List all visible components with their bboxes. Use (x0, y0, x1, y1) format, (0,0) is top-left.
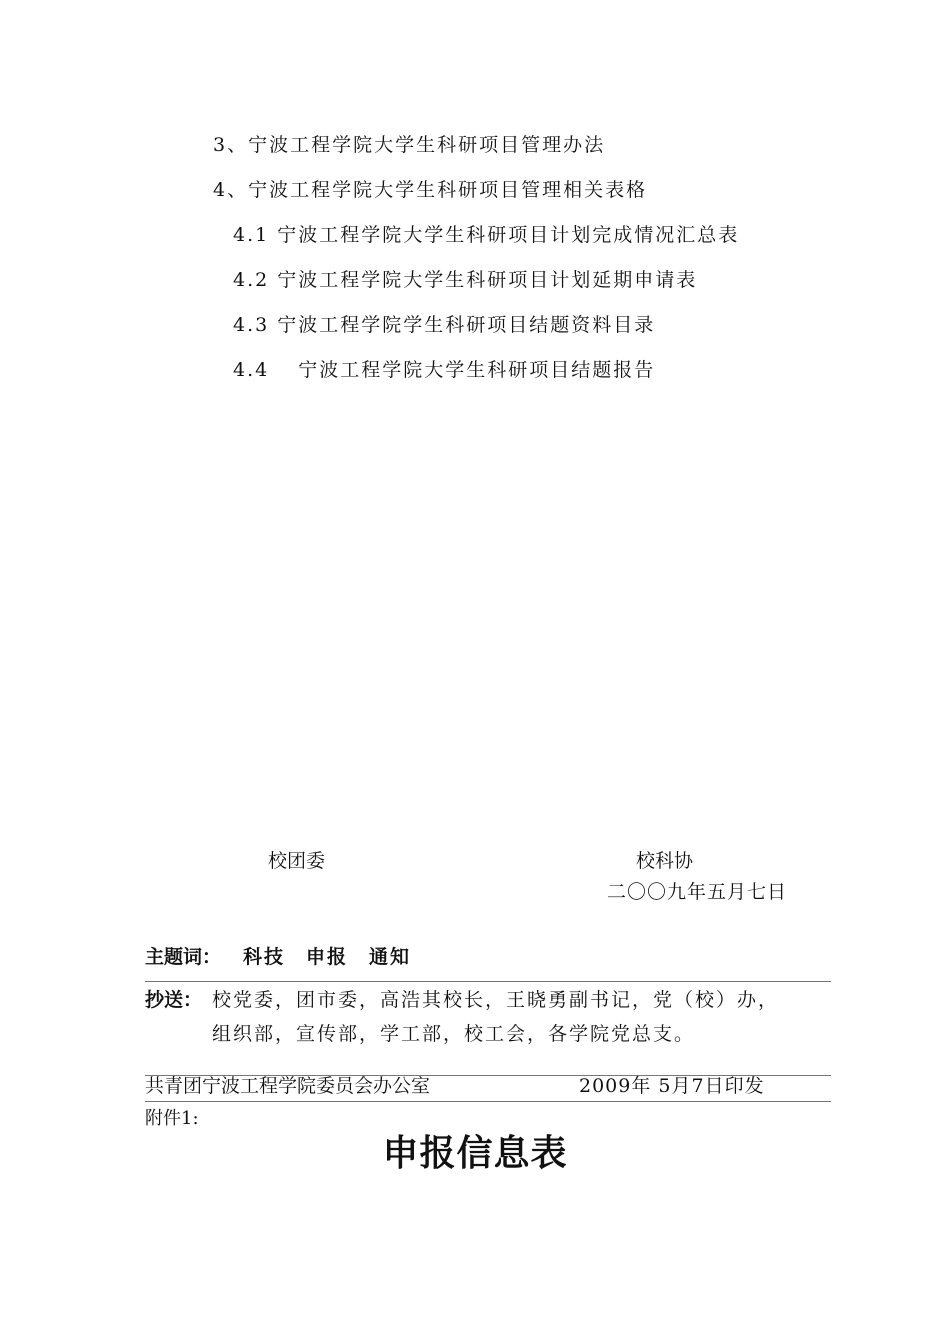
divider (145, 1101, 831, 1102)
form-title: 申报信息表 (382, 1133, 568, 1174)
signature-date: 二〇〇九年五月七日 (607, 881, 788, 903)
list-item: 3、宁波工程学院大学生科研项目管理办法 (213, 134, 606, 156)
list-item: 4.4 宁波工程学院大学生科研项目结题报告 (233, 359, 656, 381)
attachment-label: 附件1: (145, 1108, 199, 1129)
keywords-value: 科技 申报 通知 (243, 946, 412, 968)
cc-line-2: 组织部，宣传部，学工部，校工会，各学院党总支。 (212, 1023, 696, 1045)
keywords-line (145, 942, 411, 969)
list-item: 4、宁波工程学院大学生科研项目管理相关表格 (213, 179, 648, 201)
signature-left: 校团委 (268, 850, 326, 872)
issue-date: 2009年 5月7日印发 (579, 1075, 765, 1097)
divider (145, 981, 831, 982)
list-item: 4.2 宁波工程学院大学生科研项目计划延期申请表 (233, 269, 698, 291)
cc-label: 抄送： (145, 989, 203, 1011)
keywords-label: 主题词： (145, 946, 222, 968)
list-item: 4.3 宁波工程学院学生科研项目结题资料目录 (233, 314, 656, 336)
signature-right: 校科协 (636, 850, 694, 872)
issuer-office: 共青团宁波工程学院委员会办公室 (145, 1075, 431, 1097)
cc-line-1: 校党委，团市委，高浩其校长，王晓勇副书记，党（校）办， (212, 989, 780, 1011)
list-item: 4.1 宁波工程学院大学生科研项目计划完成情况汇总表 (233, 224, 740, 246)
